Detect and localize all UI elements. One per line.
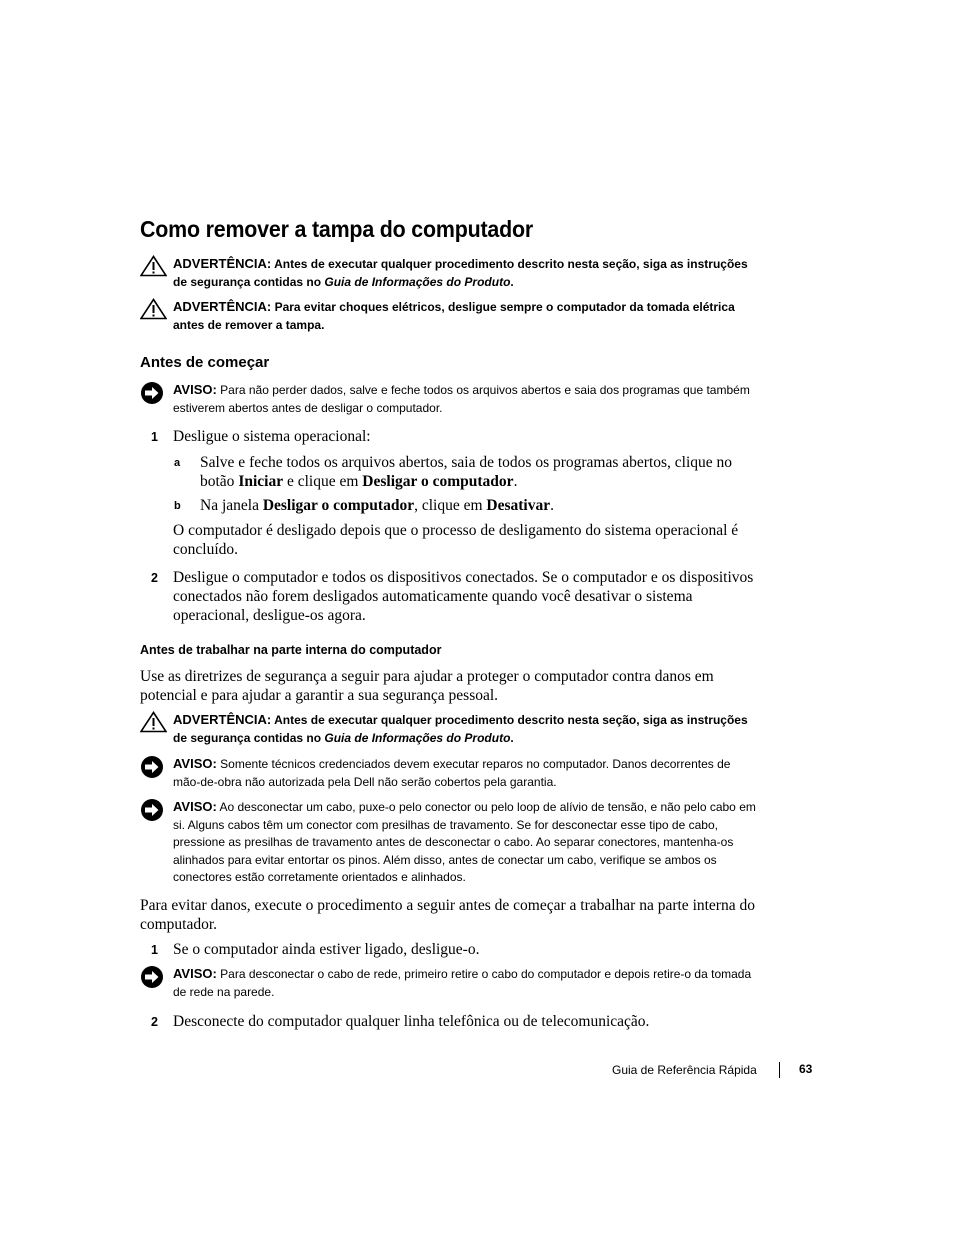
notice-arrow-icon bbox=[140, 381, 164, 405]
warning-triangle-icon bbox=[140, 711, 167, 733]
substep-letter: b bbox=[174, 500, 181, 512]
notice-note bbox=[140, 965, 760, 1001]
warning-text: ADVERTÊNCIA: Antes de executar qualquer procedimento descrito nesta seção, siga as instruções de segurança contidas no Guia de Informações do Produto. bbox=[173, 712, 748, 745]
notice-arrow-icon bbox=[140, 798, 164, 822]
warning-text: ADVERTÊNCIA: Antes de executar qualquer procedimento descrito nesta seção, siga as instruções de segurança contidas no Guia de Informações do Produto. bbox=[173, 256, 748, 289]
warning-note bbox=[140, 255, 760, 291]
substep-letter: a bbox=[174, 457, 181, 469]
notice-note bbox=[140, 381, 760, 417]
warning-note bbox=[140, 711, 760, 747]
warning-triangle-icon bbox=[140, 255, 167, 277]
notice-text: AVISO: Somente técnicos credenciados devem executar reparos no computador. Danos decorrentes de mão-de-obra não autorizada pela Dell não serão cobertos pela garantia. bbox=[173, 756, 731, 789]
paragraph: Para evitar danos, execute o procedimento a seguir antes de começar a trabalhar na parte interna do computador. bbox=[140, 897, 755, 933]
notice-arrow-icon bbox=[140, 755, 164, 779]
section-heading: Antes de começar bbox=[140, 354, 270, 371]
footer-divider bbox=[779, 1062, 780, 1078]
intro-paragraph: Use as diretrizes de segurança a seguir para ajudar a proteger o computador contra danos em potencial e para ajudar a garantir a sua segurança pessoal. bbox=[140, 668, 714, 704]
step-number: 1 bbox=[151, 430, 158, 444]
footer-label: Guia de Referência Rápida bbox=[612, 1063, 757, 1077]
notice-text: AVISO: Para não perder dados, salve e feche todos os arquivos abertos e saia dos programas que também estiverem abertos antes de desligar o computador. bbox=[173, 382, 750, 415]
step-number: 1 bbox=[151, 943, 158, 957]
subheading: Antes de trabalhar na parte interna do computador bbox=[140, 643, 442, 657]
notice-text: AVISO: Para desconectar o cabo de rede, primeiro retire o cabo do computador e depois retire-o da tomada de rede na parede. bbox=[173, 966, 752, 999]
step-text: Desconecte do computador qualquer linha telefônica ou de telecomunicação. bbox=[173, 1013, 650, 1030]
warning-text: ADVERTÊNCIA: Para evitar choques elétricos, desligue sempre o computador da tomada elétrica antes de remover a tampa. bbox=[173, 299, 735, 332]
notice-note bbox=[140, 755, 760, 791]
notice-text: AVISO: Ao desconectar um cabo, puxe-o pelo conector ou pelo loop de alívio de tensão, e não pelo cabo em si. Alguns cabos têm um conector com presilhas de travamento. Se for desconectar esse tipo de cabo, pressione as presilhas de travamento antes de desconectar o cabo. Ao separar conectores, mantenha-os alinhados para evitar entortar os pinos. Além disso, antes de conectar um cabo, verifique se ambos os conectores estão corretamente orientados e alinhados. bbox=[173, 799, 756, 884]
step-text: Se o computador ainda estiver ligado, desligue-o. bbox=[173, 941, 480, 958]
substep-text: Salve e feche todos os arquivos abertos, saia de todos os programas abertos, clique no botão Iniciar e clique em Desligar o computador. bbox=[200, 454, 733, 490]
step-paragraph: O computador é desligado depois que o processo de desligamento do sistema operacional é concluído. bbox=[173, 522, 739, 558]
step-text: Desligue o computador e todos os dispositivos conectados. Se o computador e os dispositivos conectados não forem desligados automaticamente quando você desativar o sistema operacional, desligue-os agora. bbox=[173, 569, 754, 624]
warning-note bbox=[140, 298, 760, 334]
warning-triangle-icon bbox=[140, 298, 167, 320]
notice-note bbox=[140, 798, 760, 887]
page-title: Como remover a tampa do computador bbox=[140, 216, 534, 242]
step-number: 2 bbox=[151, 1015, 158, 1029]
step-number: 2 bbox=[151, 571, 158, 585]
page-number: 63 bbox=[799, 1062, 813, 1076]
notice-arrow-icon bbox=[140, 965, 164, 989]
substep-text: Na janela Desligar o computador, clique em Desativar. bbox=[200, 497, 554, 514]
step-text: Desligue o sistema operacional: bbox=[173, 428, 371, 445]
